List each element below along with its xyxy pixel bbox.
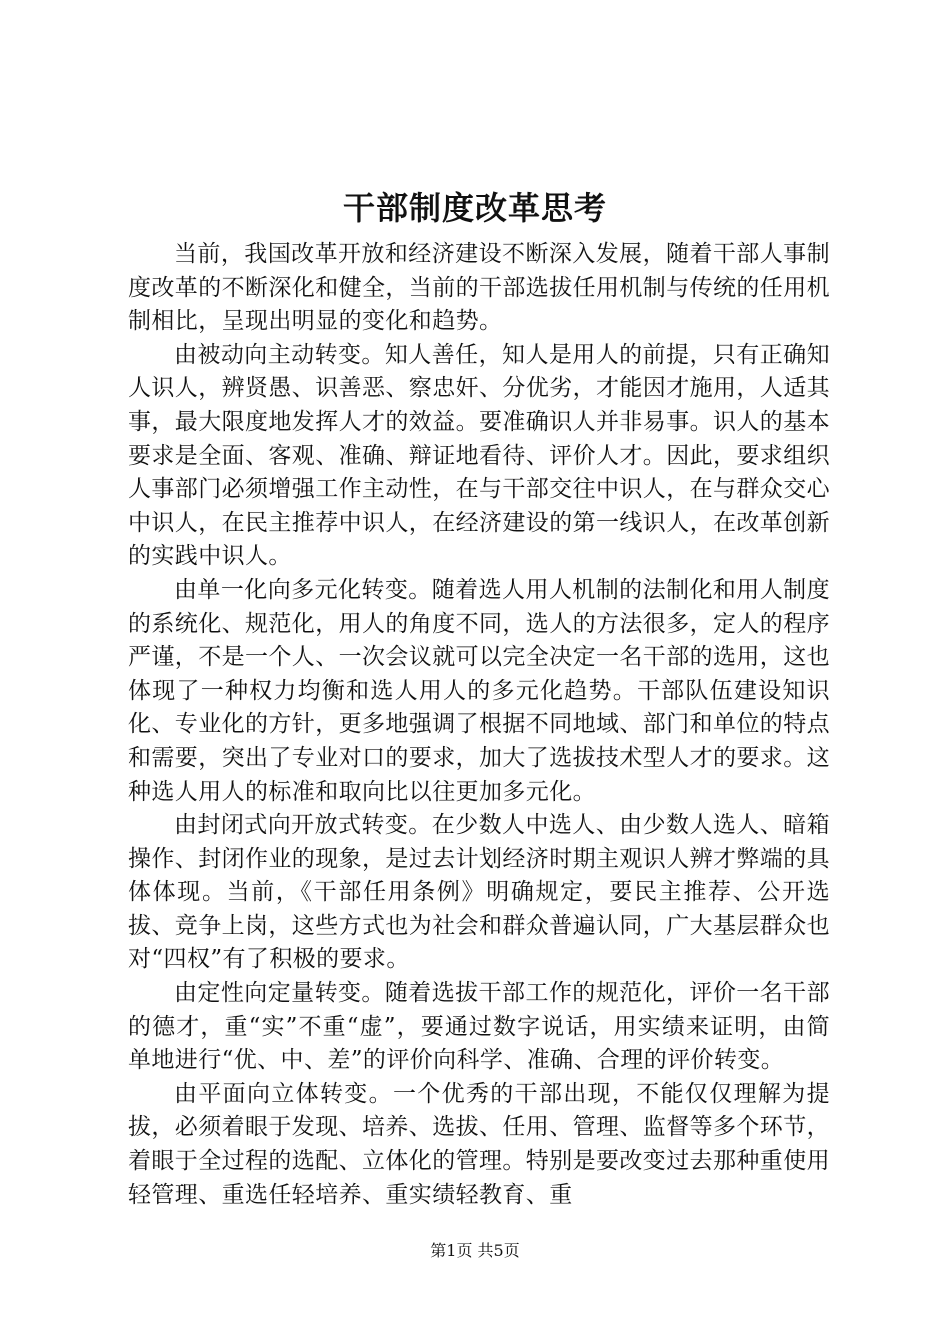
paragraph: 由单一化向多元化转变。随着选人用人机制的法制化和用人制度的系统化、规范化，用人的角度不同，选人的方法很多，定人的程序严谨，不是一个人、一次会议就可以完全决定一名干部的选用，这也体现了一种权力均衡和选人用人的多元化趋势。干部队伍建设知识化、专业化的方针，更多地强调了根据不同地域、部门和单位的特点和需要，突出了专业对口的要求，加大了选拔技术型人才的要求。这种选人用人的标准和取向比以往更加多元化。 — [128, 576, 830, 805]
paragraph: 由平面向立体转变。一个优秀的干部出现，不能仅仅理解为提拔，必须着眼于发现、培养、选拔、任用、管理、监督等多个环节，着眼于全过程的选配、立体化的管理。特别是要改变过去那种重使用轻管理、重选任轻培养、重实绩轻教育、重 — [128, 1080, 830, 1208]
paragraph: 当前，我国改革开放和经济建设不断深入发展，随着干部人事制度改革的不断深化和健全，当前的干部选拔任用机制与传统的任用机制相比，呈现出明显的变化和趋势。 — [128, 241, 830, 335]
paragraph: 由定性向定量转变。随着选拔干部工作的规范化，评价一名干部的德才，重“实”不重“虚”，要通过数字说话，用实绩来证明，由简单地进行“优、中、差”的评价向科学、准确、合理的评价转变。 — [128, 980, 830, 1074]
page-title: 干部制度改革思考 — [342, 189, 607, 227]
page-number-footer: 第1页 共5页 — [430, 1241, 520, 1260]
document-body — [128, 238, 830, 1212]
paragraph: 由被动向主动转变。知人善任，知人是用人的前提，只有正确知人识人，辨贤愚、识善恶、察忠奸、分优劣，才能因才施用，人适其事，最大限度地发挥人才的效益。要准确识人并非易事。识人的基本要求是全面、客观、准确、辩证地看待、评价人才。因此，要求组织人事部门必须增强工作主动性，在与干部交往中识人，在与群众交心中识人，在民主推荐中识人，在经济建设的第一线识人，在改革创新的实践中识人。 — [128, 341, 830, 570]
paragraph: 由封闭式向开放式转变。在少数人中选人、由少数人选人、暗箱操作、封闭作业的现象，是过去计划经济时期主观识人辨才弊端的具体体现。当前，《干部任用条例》明确规定，要民主推荐、公开选拔、竞争上岗，这些方式也为社会和群众普遍认同，广大基层群众也对“四权”有了积极的要求。 — [128, 812, 830, 973]
